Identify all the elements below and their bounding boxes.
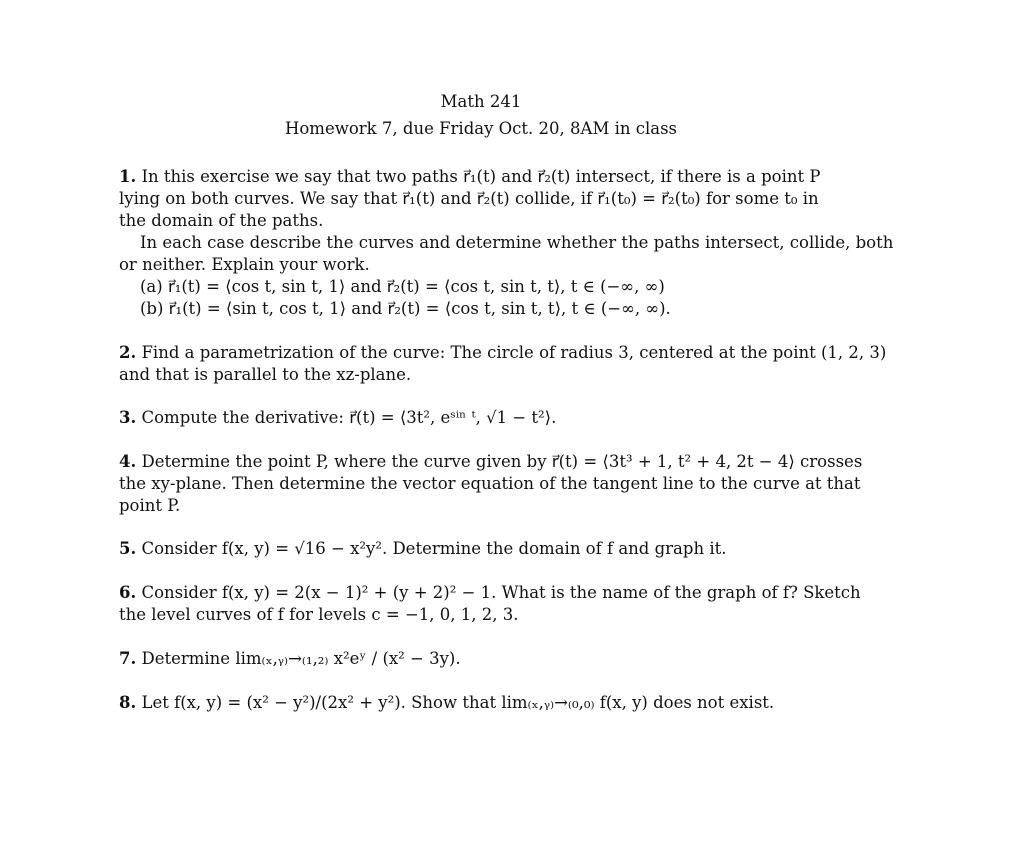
problem-1-line-5: or neither. Explain your work. [119,255,370,274]
problem-number: 4. [119,452,137,471]
problem-number: 3. [119,408,137,427]
problem-1-part-b: (b) r⃗₁(t) = ⟨sin t, cos t, 1⟩ and r⃗₂(t) = ⟨cos t, sin t, t⟩, t ∈ (−∞, ∞). [140,299,671,318]
problem-number: 2. [119,343,137,362]
problem-1-line-4: In each case describe the curves and determine whether the paths intersect, collide, both [140,233,894,252]
problem-6-line-2: the level curves of f for levels c = −1, 0, 1, 2, 3. [119,605,519,624]
problem-number: 5. [119,539,137,558]
problem-6-line-1: 6. Consider f(x, y) = 2(x − 1)² + (y + 2)² − 1. What is the name of the graph of f? Sketch [119,583,861,602]
problem-number: 8. [119,693,137,712]
problem-4-line-2: the xy-plane. Then determine the vector equation of the tangent line to the curve at that [119,474,861,493]
problem-7-line-1: 7. Determine lim₍ₓ,ᵧ₎→₍₁,₂₎ x²eʸ / (x² − 3y). [119,649,461,668]
problem-5-line-1: 5. Consider f(x, y) = √16 − x²y². Determine the domain of f and graph it. [119,539,727,558]
problem-4-line-3: point P. [119,496,181,515]
problem-1-line-3: the domain of the paths. [119,211,324,230]
problem-2-line-2: and that is parallel to the xz-plane. [119,365,412,384]
problem-1-line-1: 1. In this exercise we say that two paths r⃗₁(t) and r⃗₂(t) intersect, if there is a point P [119,167,821,186]
assignment-title: Homework 7, due Friday Oct. 20, 8AM in class [284,119,678,138]
course-title: Math 241 [440,92,522,111]
problem-3-line-1: 3. Compute the derivative: r⃗(t) = ⟨3t², eˢⁱⁿ ᵗ, √1 − t²⟩. [119,408,557,427]
problem-number: 7. [119,649,137,668]
problem-8-line-1: 8. Let f(x, y) = (x² − y²)/(2x² + y²). Show that lim₍ₓ,ᵧ₎→₍₀,₀₎ f(x, y) does not exist. [119,693,775,712]
problem-1-line-2: lying on both curves. We say that r⃗₁(t) and r⃗₂(t) collide, if r⃗₁(t₀) = r⃗₂(t₀) for some t₀ in [119,189,819,208]
problem-4-line-1: 4. Determine the point P, where the curve given by r⃗(t) = ⟨3t³ + 1, t² + 4, 2t − 4⟩ crosses [119,452,863,471]
problem-1-part-a: (a) r⃗₁(t) = ⟨cos t, sin t, 1⟩ and r⃗₂(t) = ⟨cos t, sin t, t⟩, t ∈ (−∞, ∞) [140,277,665,296]
problem-number: 1. [119,167,137,186]
problem-number: 6. [119,583,137,602]
problem-2-line-1: 2. Find a parametrization of the curve: The circle of radius 3, centered at the point (1, 2, 3) [119,343,887,362]
